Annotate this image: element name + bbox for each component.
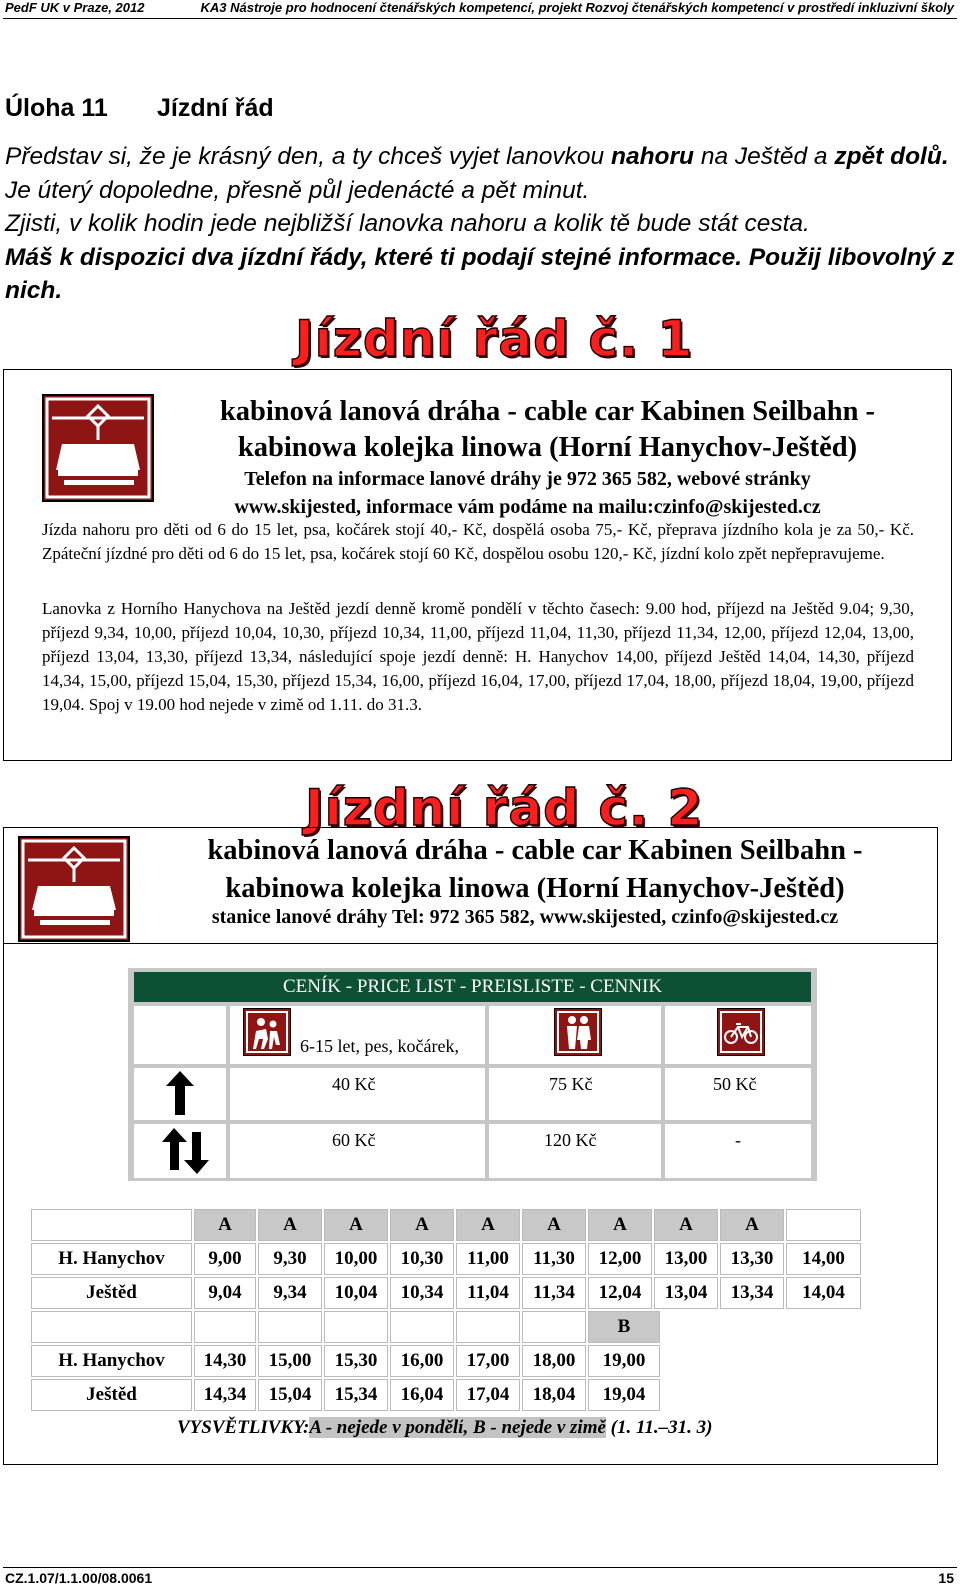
task-text-part: Je úterý dopoledne, přesně půl jedenácté a pět minut. bbox=[5, 176, 590, 204]
price-value: 75 Kč bbox=[549, 1074, 593, 1094]
timetable1-schedule: Lanovka z Horního Hanychova na Ještěd jezdí denně kromě pondělí v těchto časech: 9.00 hod, příjezd na Ještěd 9.04; 9,30, příjezd 9,34, 10,00, příjezd 10,04, 10,30, příjezd 10,34, 11,00, příjezd 11,04, 11,30, příjezd 11,34, 12,00, příjezd 12,04, 13,00, příjezd 13,04, 13,30, příjezd 13,34, následující spoje jezdí denně: H. Hanychov 14,00, příjezd Ještěd 14,04, 14,30, příjezd 14,34, 15,00, příjezd 15,04, 15,30, příjezd 15,34, 16,00, příjezd 16,04, 17,00, příjezd 17,04, 18,00, příjezd 18,04, 19,00, příjezd 19,04. Spoj v 19.00 hod nejede v zimě od 1.11. do 31.3. bbox=[42, 599, 914, 714]
arrival-time: 15,34 bbox=[324, 1379, 388, 1411]
arrival-time: 12,04 bbox=[588, 1277, 652, 1309]
departure-time: 10,00 bbox=[324, 1243, 388, 1275]
price-value: 60 Kč bbox=[332, 1130, 376, 1150]
task-text-part: na Ještěd a bbox=[694, 143, 835, 170]
arrow-up-down-icon bbox=[134, 1124, 226, 1178]
flag-cell bbox=[456, 1311, 520, 1343]
task-heading bbox=[5, 94, 274, 123]
bicycle-icon bbox=[717, 1008, 765, 1056]
departure-time: 15,30 bbox=[324, 1345, 388, 1377]
legend-prefix: VYSVĚTLIVKY: bbox=[177, 1417, 310, 1438]
station-label: Ještěd bbox=[31, 1277, 192, 1309]
price-return-bike bbox=[665, 1124, 811, 1178]
departure-time: 14,00 bbox=[786, 1243, 861, 1275]
arrival-time: 16,04 bbox=[390, 1379, 454, 1411]
adults-icon bbox=[554, 1008, 602, 1056]
cable-car-icon bbox=[20, 838, 128, 940]
children-label: 6-15 let, pes, kočárek, bbox=[300, 1036, 459, 1056]
price-return-adult bbox=[489, 1124, 661, 1178]
arrival-time: 11,34 bbox=[522, 1277, 586, 1309]
timetable1-info bbox=[175, 465, 880, 521]
timetable1-prices: Jízda nahoru pro děti od 6 do 15 let, psa, kočárek stojí 40,- Kč, dospělá osoba 75,- Kč, přeprava jízdního kola je za 50,- Kč. Zpáteční jízdné pro děti od 6 do 15 let, psa, kočárek stojí 60 Kč, dospělou osobu 120,- Kč, jízdní kolo zpět nepřepravujeme. bbox=[42, 520, 914, 563]
legend-b: , B - nejede v zimě bbox=[463, 1417, 606, 1438]
header-left: PedF UK v Praze, 2012 bbox=[5, 0, 145, 15]
task-paragraph-2: Zjisti, v kolik hodin jede nejbližší lanovka nahoru a kolik tě bude stát cesta. bbox=[5, 210, 810, 237]
price-cell-children bbox=[230, 1006, 485, 1064]
flag-cell: A bbox=[324, 1209, 388, 1241]
price-value: - bbox=[735, 1130, 741, 1150]
arrival-time: 13,34 bbox=[720, 1277, 784, 1309]
task-number: Úloha 11 bbox=[5, 94, 108, 122]
return-cell bbox=[134, 1124, 226, 1178]
flag-cell bbox=[194, 1311, 256, 1343]
legend-dates: (1. 11.–31. 3) bbox=[605, 1417, 713, 1438]
arrival-time: 10,34 bbox=[390, 1277, 454, 1309]
price-cell-empty bbox=[134, 1006, 226, 1064]
departure-time: 13,30 bbox=[720, 1243, 784, 1275]
timetable2-contact: stanice lanové dráhy Tel: 972 365 582, www.skijested, czinfo@skijested.cz bbox=[211, 906, 839, 928]
arrival-time: 17,04 bbox=[456, 1379, 520, 1411]
timetable1-heading: Jízdní řád č. 1 bbox=[295, 310, 694, 368]
task-text-part: Představ si, že je krásný den, a ty chceš vyjet lanovkou bbox=[5, 143, 611, 170]
timetable2-title-line1: kabinová lanová dráha - cable car Kabinen Seilbahn - bbox=[207, 835, 863, 866]
departure-time: 9,30 bbox=[258, 1243, 322, 1275]
arrival-time: 18,04 bbox=[522, 1379, 586, 1411]
task-text bbox=[5, 140, 955, 308]
legend-a: A - nejede v pondělí bbox=[309, 1417, 464, 1438]
header-right: KA3 Nástroje pro hodnocení čtenářských kompetencí, projekt Rozvoj čtenářských kompetencí v prostředí inkluzivní školy bbox=[200, 0, 954, 15]
timetable1-title-line2: kabinowa kolejka linowa (Horní Hanychov-Ještěd) bbox=[237, 432, 858, 463]
timetable2-heading: Jízdní řád č. 2 bbox=[305, 779, 704, 837]
flag-cell: A bbox=[720, 1209, 784, 1241]
station-label: H. Hanychov bbox=[31, 1243, 192, 1275]
departure-time: 11,30 bbox=[522, 1243, 586, 1275]
arrival-time: 10,04 bbox=[324, 1277, 388, 1309]
departure-time: 13,00 bbox=[654, 1243, 718, 1275]
price-value: 40 Kč bbox=[332, 1074, 376, 1094]
header-divider bbox=[3, 18, 957, 19]
flag-cell bbox=[522, 1311, 586, 1343]
flag-cell bbox=[258, 1311, 322, 1343]
price-one-way-bike bbox=[665, 1068, 811, 1120]
departure-time: 12,00 bbox=[588, 1243, 652, 1275]
timetable1-web-mail: www.skijested, informace vám podáme na mailu:czinfo@skijested.cz bbox=[234, 496, 821, 518]
price-cell-adult bbox=[489, 1006, 661, 1064]
price-one-way-adult bbox=[489, 1068, 661, 1120]
departure-time: 9,00 bbox=[194, 1243, 256, 1275]
arrival-time: 9,04 bbox=[194, 1277, 256, 1309]
station-label: Ještěd bbox=[31, 1379, 192, 1411]
arrival-time: 9,34 bbox=[258, 1277, 322, 1309]
arrival-time: 11,04 bbox=[456, 1277, 520, 1309]
timetable1-title bbox=[175, 394, 920, 466]
task-title: Jízdní řád bbox=[157, 94, 274, 122]
departure-time: 15,00 bbox=[258, 1345, 322, 1377]
arrival-time: 14,04 bbox=[786, 1277, 861, 1309]
flag-cell: B bbox=[588, 1311, 660, 1343]
timetable2-title bbox=[150, 832, 920, 908]
price-one-way-child bbox=[230, 1068, 485, 1120]
arrival-time: 13,04 bbox=[654, 1277, 718, 1309]
departure-time: 17,00 bbox=[456, 1345, 520, 1377]
cable-car-sign-icon bbox=[42, 394, 154, 502]
departure-time: 18,00 bbox=[522, 1345, 586, 1377]
flag-row-label bbox=[31, 1311, 192, 1343]
flag-cell: A bbox=[258, 1209, 322, 1241]
flag-cell: A bbox=[654, 1209, 718, 1241]
task-paragraph-1 bbox=[5, 140, 955, 207]
arrival-time: 19,04 bbox=[588, 1379, 660, 1411]
departure-time: 19,00 bbox=[588, 1345, 660, 1377]
task-emphasis-up: nahoru bbox=[610, 143, 695, 170]
legend bbox=[177, 1417, 713, 1439]
footer-divider bbox=[3, 1567, 957, 1568]
departure-time: 11,00 bbox=[456, 1243, 520, 1275]
timetable2-title-line2: kabinowa kolejka linowa (Horní Hanychov-Ještěd) bbox=[225, 873, 845, 904]
arrow-up-icon bbox=[134, 1068, 226, 1120]
children-icon bbox=[243, 1008, 291, 1056]
arrival-time: 14,34 bbox=[194, 1379, 256, 1411]
page-number: 15 bbox=[938, 1570, 954, 1586]
departure-time: 10,30 bbox=[390, 1243, 454, 1275]
arrival-time: 15,04 bbox=[258, 1379, 322, 1411]
departure-time: 14,30 bbox=[194, 1345, 256, 1377]
task-paragraph-3: Máš k dispozici dva jízdní řády, které ti podají stejné informace. Použij libovolný z nich. bbox=[5, 243, 955, 304]
flag-cell: A bbox=[194, 1209, 256, 1241]
price-value: 50 Kč bbox=[713, 1074, 757, 1094]
departure-time: 16,00 bbox=[390, 1345, 454, 1377]
footer-left: CZ.1.07/1.1.00/08.0061 bbox=[5, 1570, 153, 1586]
price-list-header: CENÍK - PRICE LIST - PREISLISTE - CENNIK bbox=[134, 972, 811, 1002]
flag-cell: A bbox=[390, 1209, 454, 1241]
price-cell-bike bbox=[665, 1006, 811, 1064]
one-way-cell bbox=[134, 1068, 226, 1120]
cable-car-sign-icon bbox=[18, 836, 130, 942]
flag-cell: A bbox=[456, 1209, 520, 1241]
timetable1-phone: Telefon na informace lanové dráhy je 972 365 582, webové stránky bbox=[244, 468, 811, 490]
cable-car-icon bbox=[44, 396, 152, 500]
flag-cell: A bbox=[522, 1209, 586, 1241]
timetable1-title-line1: kabinová lanová dráha - cable car Kabinen Seilbahn - bbox=[219, 396, 876, 427]
flag-cell bbox=[786, 1209, 861, 1241]
station-label: H. Hanychov bbox=[31, 1345, 192, 1377]
flag-cell: A bbox=[588, 1209, 652, 1241]
price-return-child bbox=[230, 1124, 485, 1178]
flag-cell bbox=[324, 1311, 388, 1343]
flag-cell bbox=[390, 1311, 454, 1343]
departure-table bbox=[31, 1209, 914, 1416]
price-value: 120 Kč bbox=[544, 1130, 597, 1150]
task-emphasis-down: zpět dolů. bbox=[834, 143, 949, 170]
flag-row-label bbox=[31, 1209, 192, 1241]
